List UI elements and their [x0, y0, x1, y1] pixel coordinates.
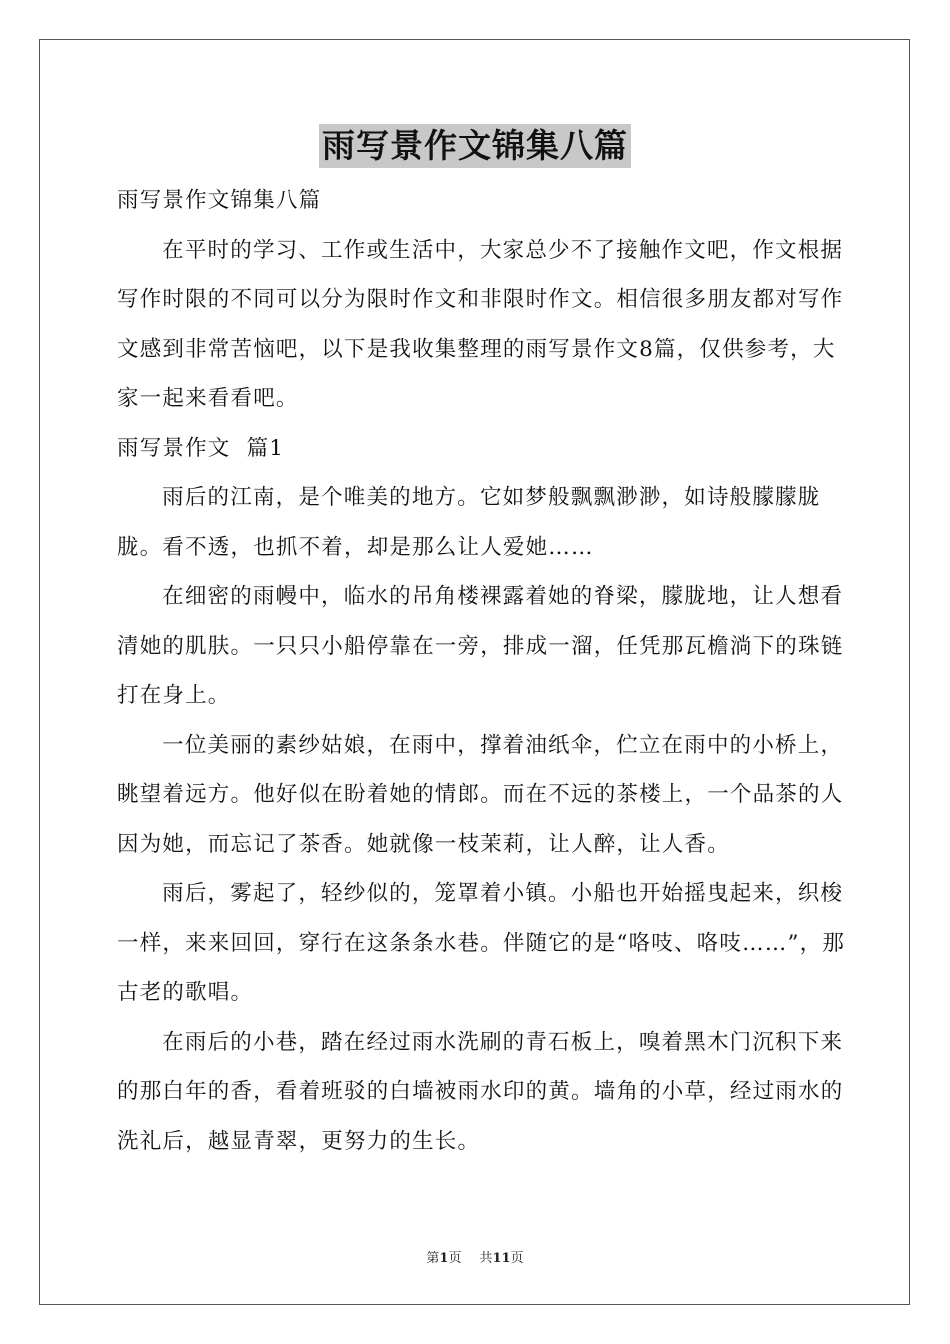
- page-prefix: 第: [426, 1251, 440, 1266]
- total-suffix: 页: [510, 1251, 524, 1266]
- intro-paragraph: 在平时的学习、工作或生活中，大家总少不了接触作文吧，作文根据写作时限的不同可以分为限时作文和非限时作文。相信很多朋友都对写作文感到非常苦恼吧，以下是我收集整理的雨写景作文8篇，仅供参考，大家一起来看看吧。: [117, 237, 844, 411]
- body-paragraph-1: 雨后的江南，是个唯美的地方。它如梦般飘飘渺渺，如诗般朦朦胧胧。看不透，也抓不着，却是那么让人爱她……: [117, 485, 821, 560]
- body-paragraph-4: 雨后，雾起了，轻纱似的，笼罩着小镇。小船也开始摇曳起来，织梭一样，来来回回，穿行在这条条水巷。伴随它的是“咯吱、咯吱……”，那古老的歌唱。: [117, 881, 846, 1005]
- document-body: [117, 176, 857, 1166]
- title-container: [0, 124, 950, 168]
- page-number: 1: [439, 1251, 449, 1266]
- body-paragraph-2: 在细密的雨幔中，临水的吊角楼裸露着她的脊梁，朦胧地，让人想看清她的肌肤。一只只小船停靠在一旁，排成一溜，任凭那瓦檐淌下的珠链打在身上。: [117, 584, 844, 708]
- page-suffix: 页: [448, 1251, 462, 1266]
- page-footer: [0, 1247, 950, 1266]
- document-subtitle: 雨写景作文锦集八篇: [117, 188, 322, 213]
- total-prefix: 共: [479, 1251, 493, 1266]
- section-heading: 雨写景作文 篇1: [117, 435, 285, 461]
- body-paragraph-3: 一位美丽的素纱姑娘，在雨中，撑着油纸伞，伫立在雨中的小桥上，眺望着远方。他好似在盼着她的情郎。而在不远的茶楼上，一个品茶的人因为她，而忘记了茶香。她就像一枝茉莉，让人醉，让人香。: [117, 732, 844, 857]
- document-title: 雨写景作文锦集八篇: [319, 124, 631, 168]
- total-pages: 11: [492, 1251, 511, 1266]
- body-paragraph-5: 在雨后的小巷，踏在经过雨水洗刷的青石板上，嗅着黑木门沉积下来的那白年的香，看着班驳的白墙被雨水印的黄。墙角的小草，经过雨水的洗礼后，越显青翠，更努力的生长。: [117, 1029, 844, 1154]
